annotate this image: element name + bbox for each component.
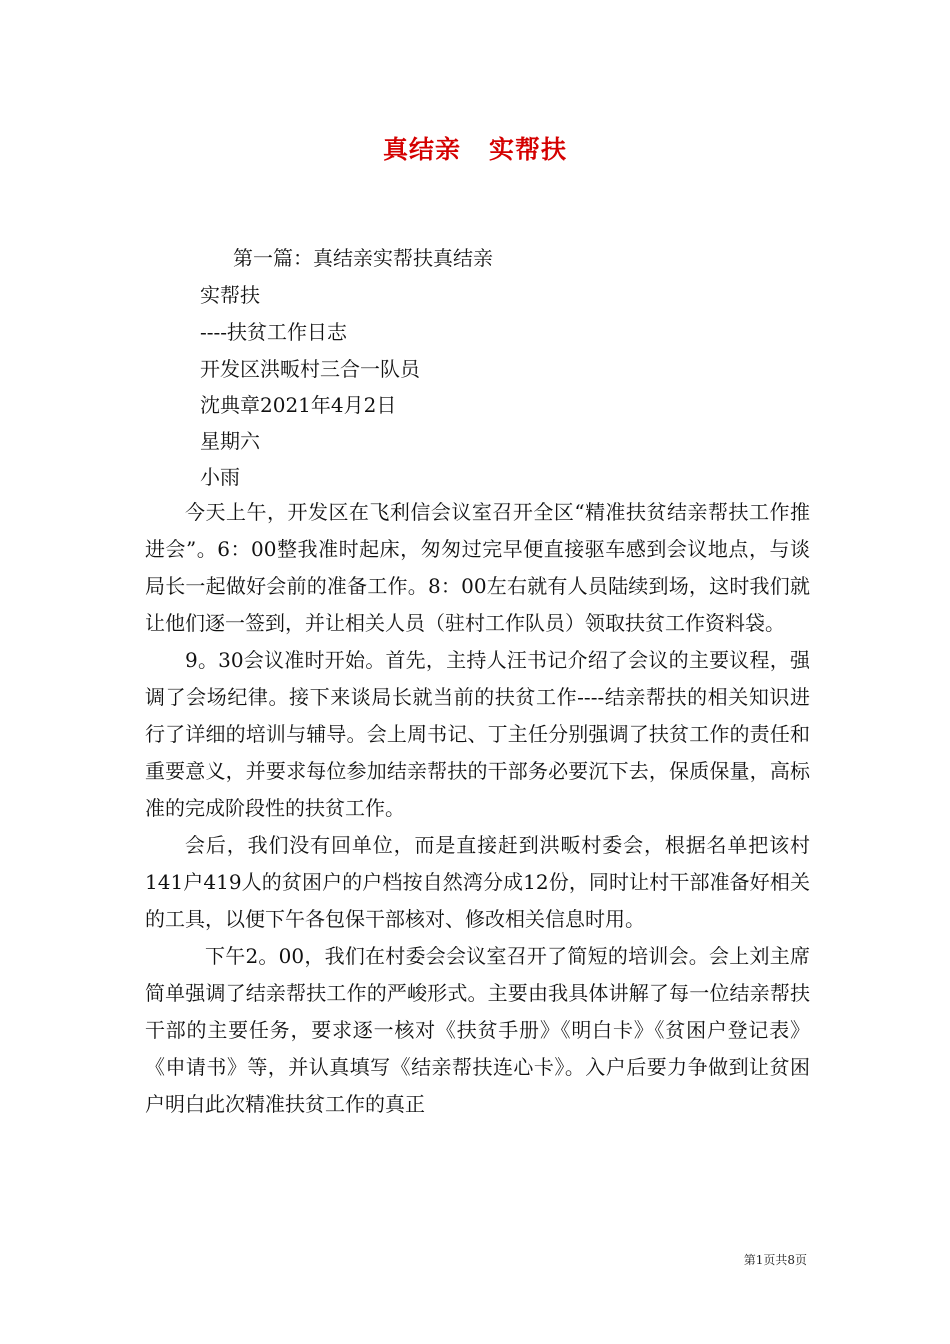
log-body bbox=[145, 494, 810, 1123]
header-line-weather: 小雨 bbox=[200, 465, 240, 489]
header-line-subtitle: 实帮扶 bbox=[200, 283, 260, 307]
title-part-2: 实帮扶 bbox=[489, 135, 568, 164]
page-number: 第1页共8页 bbox=[743, 1253, 807, 1267]
header-line-weekday: 星期六 bbox=[200, 429, 260, 453]
paragraph-meeting-start: 9。30会议准时开始。首先，主持人汪书记介绍了会议的主要议程，强调了会场纪律。接下来谈局长就当前的扶贫工作----结亲帮扶的相关知识进行了详细的培训与辅导。会上周书记、丁主任分别强调了扶贫工作的责任和重要意义，并要求每位参加结亲帮扶的干部务必要沉下去，保质保量，高标准的完成阶段性的扶贫工作。 bbox=[145, 648, 810, 820]
title-part-1: 真结亲 bbox=[382, 135, 461, 164]
paragraph-after-meeting: 会后，我们没有回单位，而是直接赶到洪畈村委会，根据名单把该村141户419人的贫困户的户档按自然湾分成12份，同时让村干部准备好相关的工具，以便下午各包保干部核对、修改相关信息时用。 bbox=[145, 833, 810, 931]
header-line-team: 开发区洪畈村三合一队员 bbox=[200, 357, 420, 381]
section-heading: 第一篇：真结亲实帮扶真结亲 bbox=[233, 246, 493, 270]
header-line-log-label: ----扶贫工作日志 bbox=[200, 320, 348, 344]
document-title bbox=[0, 130, 950, 166]
paragraph-afternoon-training: 下午2。00，我们在村委会会议室召开了简短的培训会。会上刘主席简单强调了结亲帮扶工作的严峻形式。主要由我具体讲解了每一位结亲帮扶干部的主要任务，要求逐一核对《扶贫手册》《明白卡》《贫困户登记表》《申请书》等，并认真填写《结亲帮扶连心卡》。入户后要力争做到让贫困户明白此次精准扶贫工作的真正 bbox=[145, 944, 810, 1116]
paragraph-morning-meeting: 今天上午，开发区在飞利信会议室召开全区“精准扶贫结亲帮扶工作推进会”。6：00整我准时起床，匆匆过完早便直接驱车感到会议地点，与谈局长一起做好会前的准备工作。8：00左右就有人员陆续到场，这时我们就让他们逐一签到，并让相关人员（驻村工作队员）领取扶贫工作资料袋。 bbox=[145, 500, 810, 635]
header-line-author-date: 沈典章2021年4月2日 bbox=[200, 393, 397, 417]
